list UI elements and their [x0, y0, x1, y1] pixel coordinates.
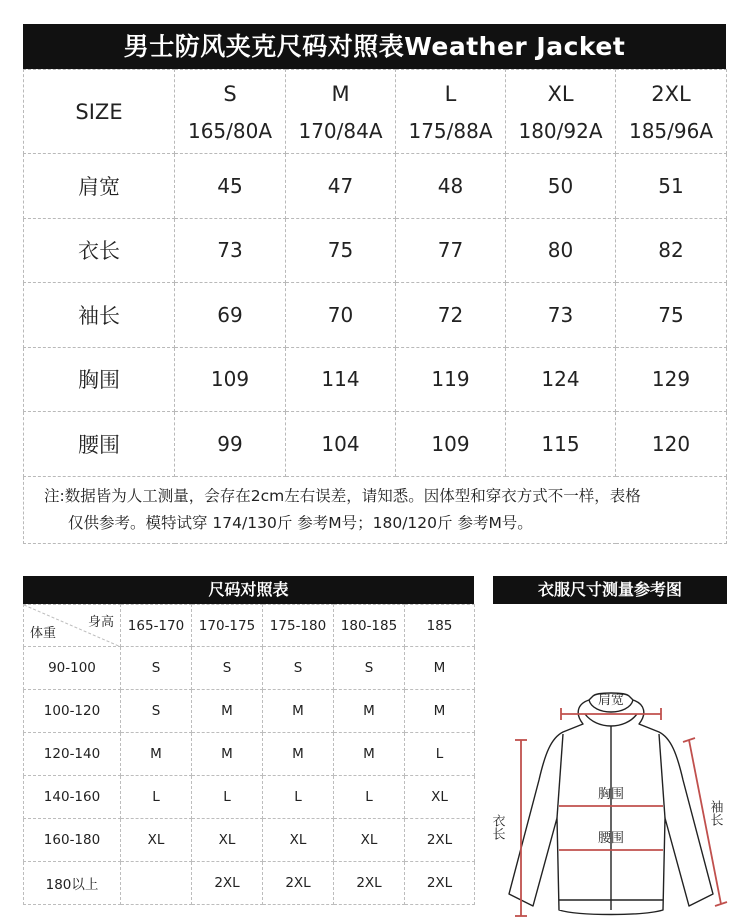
- table-cell: M: [263, 690, 334, 733]
- table-cell: M: [405, 690, 475, 733]
- table-cell: 120: [616, 412, 727, 477]
- table-cell: 115: [506, 412, 616, 477]
- table-cell: 75: [616, 283, 727, 348]
- main-table-title: 男士防风夹克尺码对照表Weather Jacket: [23, 24, 726, 69]
- table-cell: 48: [396, 154, 506, 219]
- height-header: 180-185: [334, 605, 405, 647]
- table-cell: 2XL: [405, 819, 475, 862]
- table-cell: S: [192, 647, 263, 690]
- row-label: 肩宽: [24, 154, 175, 219]
- waist-label: 腰围: [597, 831, 625, 846]
- table-cell: 72: [396, 283, 506, 348]
- height-axis-label: 身高: [87, 615, 114, 630]
- note-row: [24, 476, 727, 543]
- table-cell: L: [192, 776, 263, 819]
- shoulder-label: 肩宽: [597, 693, 625, 708]
- height-header-row: [24, 605, 475, 647]
- table-cell: 75: [286, 218, 396, 283]
- table-row: [24, 347, 727, 412]
- table-cell: S: [121, 647, 192, 690]
- table-cell: 2XL: [405, 862, 475, 905]
- weight-label: 120-140: [24, 733, 121, 776]
- table-row: [24, 218, 727, 283]
- measurement-guide-title: 衣服尺寸测量参考图: [493, 576, 727, 604]
- table-cell: [121, 862, 192, 905]
- row-label: 腰围: [24, 412, 175, 477]
- table-cell: 70: [286, 283, 396, 348]
- sleeve-label: 袖长: [707, 800, 723, 826]
- jacket-collar-inner: [585, 714, 637, 726]
- size-column-header: M 170/84A: [286, 70, 396, 154]
- size-column-header: L 175/88A: [396, 70, 506, 154]
- weight-label: 90-100: [24, 647, 121, 690]
- table-row: [24, 690, 475, 733]
- table-cell: M: [192, 733, 263, 776]
- table-cell: 73: [506, 283, 616, 348]
- table-cell: 104: [286, 412, 396, 477]
- table-cell: 82: [616, 218, 727, 283]
- table-cell: L: [263, 776, 334, 819]
- table-cell: L: [334, 776, 405, 819]
- row-label: 袖长: [24, 283, 175, 348]
- table-cell: 2XL: [263, 862, 334, 905]
- table-cell: 124: [506, 347, 616, 412]
- table-cell: 129: [616, 347, 727, 412]
- table-cell: 47: [286, 154, 396, 219]
- row-label: 胸围: [24, 347, 175, 412]
- table-cell: M: [334, 733, 405, 776]
- table-cell: L: [121, 776, 192, 819]
- table-cell: XL: [121, 819, 192, 862]
- table-cell: XL: [405, 776, 475, 819]
- size-header-row: [24, 70, 727, 154]
- weight-label: 100-120: [24, 690, 121, 733]
- table-cell: 109: [175, 347, 286, 412]
- table-cell: 80: [506, 218, 616, 283]
- table-cell: S: [334, 647, 405, 690]
- table-row: [24, 647, 475, 690]
- size-column-header: XL 180/92A: [506, 70, 616, 154]
- size-column-header: 2XL 185/96A: [616, 70, 727, 154]
- size-column-header: S 165/80A: [175, 70, 286, 154]
- height-header: 165-170: [121, 605, 192, 647]
- table-row: [24, 283, 727, 348]
- height-header: 175-180: [263, 605, 334, 647]
- note-line: 注:数据皆为人工测量，会存在2cm左右误差，请知悉。因体型和穿衣方式不一样，表格: [44, 486, 641, 505]
- table-cell: 77: [396, 218, 506, 283]
- table-cell: XL: [334, 819, 405, 862]
- size-chart-title: 尺码对照表: [23, 576, 474, 604]
- table-cell: 2XL: [192, 862, 263, 905]
- table-row: [24, 154, 727, 219]
- table-row: [24, 733, 475, 776]
- height-weight-size-chart: [23, 576, 474, 905]
- corner-cell: [24, 605, 121, 647]
- measurement-guide: [489, 576, 727, 924]
- table-cell: 114: [286, 347, 396, 412]
- table-cell: XL: [192, 819, 263, 862]
- table-cell: 119: [396, 347, 506, 412]
- table-cell: S: [121, 690, 192, 733]
- table-cell: 45: [175, 154, 286, 219]
- height-header: 185: [405, 605, 475, 647]
- table-cell: M: [121, 733, 192, 776]
- table-cell: M: [263, 733, 334, 776]
- table-cell: XL: [263, 819, 334, 862]
- row-label: 衣长: [24, 218, 175, 283]
- height-weight-table: [23, 604, 475, 905]
- weight-axis-label: 体重: [30, 626, 57, 641]
- weight-label: 180以上: [24, 862, 121, 905]
- length-label: 衣长: [489, 814, 505, 840]
- table-cell: 73: [175, 218, 286, 283]
- table-cell: L: [405, 733, 475, 776]
- table-cell: 50: [506, 154, 616, 219]
- main-size-table: [23, 24, 726, 544]
- weight-label: 160-180: [24, 819, 121, 862]
- chest-label: 胸围: [597, 787, 625, 802]
- table-cell: M: [192, 690, 263, 733]
- table-cell: M: [405, 647, 475, 690]
- jacket-diagram: [489, 604, 727, 924]
- height-header: 170-175: [192, 605, 263, 647]
- size-measurement-table: [23, 69, 727, 544]
- table-cell: 51: [616, 154, 727, 219]
- weight-label: 140-160: [24, 776, 121, 819]
- table-row: [24, 819, 475, 862]
- table-cell: 109: [396, 412, 506, 477]
- measurement-note: [24, 476, 727, 543]
- table-cell: 2XL: [334, 862, 405, 905]
- note-line: 仅供参考。模特试穿 174/130斤 参考M号；180/120斤 参考M号。: [68, 513, 533, 532]
- table-cell: S: [263, 647, 334, 690]
- table-cell: 69: [175, 283, 286, 348]
- table-cell: M: [334, 690, 405, 733]
- table-row: [24, 862, 475, 905]
- table-row: [24, 412, 727, 477]
- size-label: SIZE: [24, 70, 175, 154]
- table-row: [24, 776, 475, 819]
- table-cell: 99: [175, 412, 286, 477]
